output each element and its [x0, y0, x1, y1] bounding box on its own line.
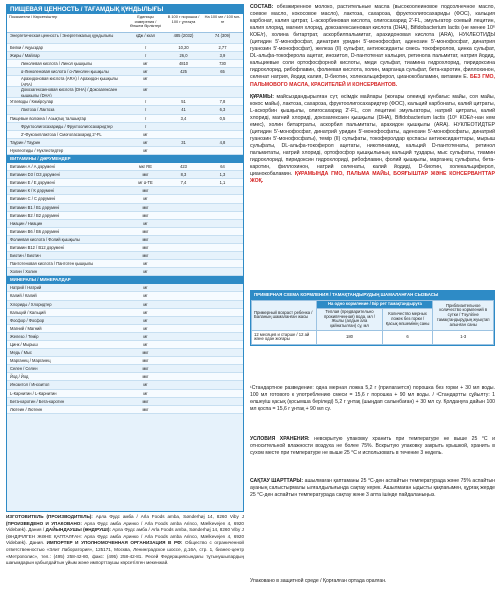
nutrient-per-100g	[165, 390, 202, 397]
nutrient-per-100ml: 74 (309)	[214, 33, 231, 38]
nutrient-per-100g	[165, 268, 202, 275]
nutrient-per-100g	[165, 87, 202, 97]
nutrient-per-100ml: 4,8	[219, 139, 226, 145]
nutrition-row	[7, 317, 243, 325]
nutrient-unit: мг	[143, 293, 148, 299]
nutrient-name: Линолевая кислота / Линол қышқылы	[21, 61, 93, 67]
nutrient-per-100g: 31	[181, 139, 186, 145]
nutrition-row	[7, 373, 243, 381]
nutrition-body	[7, 33, 243, 414]
nutrition-table	[6, 4, 244, 512]
nutrient-unit: мкг RE	[139, 164, 152, 170]
nutrient-per-100g: 485 (2032)	[173, 33, 194, 38]
nutrient-name: Углеводы / Көмірсулар	[10, 99, 54, 105]
nutrient-per-100g: 41	[181, 107, 186, 113]
nutrient-per-100g	[165, 212, 202, 219]
nutrient-name: Нуклеотиды / Нуклеотидтер	[10, 147, 64, 153]
nutrient-unit: мг	[143, 317, 148, 323]
nutrition-row	[7, 252, 243, 260]
nutrition-row	[7, 284, 243, 292]
nutrient-per-100g: 7,4	[180, 180, 187, 186]
nutrition-row	[7, 309, 243, 317]
nutrition-row	[7, 52, 243, 60]
nutrient-per-100ml	[202, 373, 243, 380]
nutrient-unit: кДж / ккал	[135, 33, 156, 38]
nutrient-name: Энергетическая ценность / Энергетикалық құндылығы	[10, 33, 114, 38]
nutrient-unit: мг	[143, 261, 148, 267]
nutrient-unit: г	[144, 107, 147, 113]
nutrient-name: Пищевые волокна / Азықтық талшықтар	[10, 115, 87, 121]
nutrient-per-100ml	[202, 236, 243, 243]
nutrient-name: Ниацин / Ниацин	[10, 220, 43, 226]
nutrient-per-100ml	[202, 357, 243, 364]
nutrition-section-header: МИНЕРАЛЫ / МИНЕРАЛДАР	[7, 276, 243, 284]
nutrition-row	[7, 68, 243, 76]
nutrient-unit: мкг	[142, 374, 149, 380]
nutrient-per-100g	[165, 349, 202, 356]
nutrient-unit: мг	[143, 76, 148, 82]
storage-ru-text: невскрытую упаковку хранить при температуре не выше 25 °С и относительной влажности воздуха не более 75%. Вскрытую упаковку закрыть крышкой, хранить в сухом месте при температуре не выше 25 °С и использовать в течение 3 недель.	[250, 436, 495, 456]
nutrient-name: Витамин В6 / В6 дәрумені	[10, 228, 60, 234]
nutrient-per-100g	[165, 292, 202, 299]
nutrient-name: α-Линоленовая кислота / α-Линолен қышқылы	[21, 69, 109, 75]
importer-text: Общество с ограниченной ответственностью «Элит Лаборатория», 125171, Москва, Ленинградское шоссе, д.16А, стр. 1, бизнес-центр «Метрополис», тел.: (495) 258-42-80, факс: (495) 258-42-81. Ресей Федерациясындағы тұтынушылардың шағымдарын қабылдайтын ұйым және импорттаушы көрсетілген мекенжай.	[6, 540, 244, 566]
nutrition-row	[7, 349, 243, 357]
nutrient-name: Натрий / Натрий	[10, 285, 42, 291]
nutrient-per-100g	[165, 301, 202, 308]
nutrient-name: Витамин В1 / В1 дәрумені	[10, 204, 60, 210]
nutrient-per-100ml: 1,3	[219, 172, 226, 178]
nutrient-unit: мкг	[142, 350, 149, 356]
composition-kz-text: майсыздандырылған сүт, өсімдік майлары (жоғары олеинді күнбағыс майы, соя майы, кокос майы), лактоза, сахароза, фруктоолигосахаридтер (ФОС), кальций карбонаты, калий цитраты, L-аскорбин қышқылы, олигосахарид 2'-FL, соя лецитині эмульгаторы, натрий цитраты, калий хлориді, магний хлориді, докозагексаен қышқылы (DHA), Bifidobacterium lactis (10⁶ КОЕ/г-нан кем емес), холин битартраты, аскорбил пальмитаты, арахидон қышқылы (ARA). НУКЛЕОТИДТЕР (цитидин 5'-монофосфат, динатрий уридин 5'-монофосфаты, аденозин 5'-монофосфаты, динатрий гуанозин 5'-монофосфаты), темір (II) сульфаты, токоферолдар қоспасы антиоксиданттары, мырыш сульфаты, DL-альфа-токоферол ацетаты, никотинамид, кальций D-пантотенаты, ретинол пальмитаты, натрий хлориді, ортофосфор қышқылының кальций тұздары, мыс сульфаты, тиамин гидрохлориді, пиридоксин гидрохлориді, рибофлавин, фолий қышқылы, марганец сульфаты, бета-каротин, филлохинон, натрий селенаты, калий йодиді, D-биотин, холекальциферол, цианокобаламин.	[250, 93, 495, 178]
column-unit: Единицы измерения / Өлшем бірліктері	[129, 14, 162, 29]
nutrient-per-100g	[165, 260, 202, 267]
manufacturer-text: Арла Фудс амба / Arla Foods amba, Sønderhøj 14, 8260 Viby J	[92, 514, 244, 519]
nutrition-row	[7, 381, 243, 389]
nutrient-per-100ml: 65	[220, 69, 225, 75]
manufacturer-info	[6, 514, 244, 567]
composition-ru-label: СОСТАВ:	[250, 4, 274, 10]
nutrient-name: Витамин С / С дәрумені	[10, 196, 56, 202]
nutrient-per-100ml: 3,9	[219, 53, 226, 59]
nutrient-per-100g	[165, 220, 202, 227]
nutrition-row	[7, 187, 243, 195]
nutrient-per-100ml	[202, 390, 243, 397]
nutrient-name: Фруктоолигосахариды / Фруктоолигосахаридтер	[21, 123, 113, 129]
nutrient-name: Лактоза / Лактоза	[21, 107, 55, 113]
nutrient-unit: г	[144, 115, 147, 121]
nutrient-unit: мг	[143, 325, 148, 331]
feeding-table	[250, 290, 495, 346]
nutrient-unit: мкг	[142, 398, 149, 404]
nutrient-per-100g	[165, 187, 202, 194]
nutrient-per-100g: 425	[180, 69, 187, 75]
feeding-spoons: 6	[382, 330, 433, 344]
importer-label: ИМПОРТЕР И УПОЛНОМОЧЕННАЯ ОРГАНИЗАЦИЯ В РФ:	[46, 540, 183, 546]
nutrient-name: Жиры / Майлар	[10, 53, 40, 59]
nutrient-per-100ml	[202, 220, 243, 227]
nutrient-unit: мкг	[142, 204, 149, 210]
nutrient-per-100ml	[202, 195, 243, 202]
nutrient-per-100g	[165, 406, 202, 413]
nutrient-per-100g	[165, 147, 202, 154]
nutrition-row	[7, 60, 243, 68]
nutrition-row	[7, 406, 243, 414]
nutrient-unit: мкг	[142, 253, 149, 259]
nutrition-row	[7, 398, 243, 406]
nutrition-row	[7, 139, 243, 147]
nutrient-unit: мг	[143, 139, 148, 145]
nutrition-row	[7, 292, 243, 300]
nutrient-per-100ml: 730	[219, 61, 226, 67]
nutrient-per-100g	[165, 131, 202, 138]
produced-text: Арла Фудс амба Аринко / Arla Foods amba Arinco, Mælkevejen 4, 6920 Videbæk). Дания /	[6, 520, 244, 533]
feeding-grid	[251, 300, 494, 345]
nutrient-name: Йод / Йод	[10, 374, 29, 380]
nutrient-per-100g	[165, 317, 202, 324]
nutrient-unit: мкг	[142, 172, 149, 178]
nutrient-per-100ml: 1,1	[219, 180, 226, 186]
nutrient-unit: мг α-ТЕ	[138, 180, 153, 186]
nutrition-row	[7, 87, 243, 98]
nutrition-row	[7, 244, 243, 252]
nutrient-per-100ml	[202, 341, 243, 348]
nutrient-unit: мкг	[142, 228, 149, 234]
nutrient-unit: мг	[143, 196, 148, 202]
nutrient-per-100ml	[202, 123, 243, 130]
column-name: Показатели / Көрсеткіштер	[9, 14, 58, 19]
nutrient-unit: мг	[143, 61, 148, 67]
composition-kz-label: ҚҰРАМЫ:	[250, 93, 274, 100]
nutrient-per-100g: 3,4	[180, 115, 187, 121]
storage-ru-label: УСЛОВИЯ ХРАНЕНИЯ:	[250, 436, 310, 442]
nutrient-name: Витамин А / А дәрумені	[10, 164, 55, 170]
nutrient-unit: мг	[143, 382, 148, 388]
nutrient-unit: мкг	[142, 212, 149, 218]
nutrition-row	[7, 131, 243, 139]
feeding-times: 1-3	[433, 330, 494, 344]
nutrient-per-100ml	[202, 292, 243, 299]
nutrition-row	[7, 236, 243, 244]
nutrient-name: Арахидоновая кислота (ARA) / Арахидон қышқылы (ARA)	[21, 76, 118, 87]
nutrient-unit: мг	[143, 269, 148, 275]
nutrient-name: Железо / Темір	[10, 333, 39, 339]
nutrient-name: Калий / Калий	[10, 293, 37, 299]
nutrient-unit: мг	[143, 220, 148, 226]
nutrition-title: ПИЩЕВАЯ ЦЕННОСТЬ / ТАҒАМДЫҚ ҚҰНДЫЛЫҒЫ	[7, 5, 243, 14]
nutrient-unit: г	[144, 45, 147, 50]
nutrient-per-100ml	[202, 212, 243, 219]
nutrient-unit: мкг	[142, 358, 149, 364]
nutrient-per-100ml	[202, 244, 243, 251]
nutrient-name: Витамин D3 / D3 дәрумені	[10, 172, 60, 178]
nutrient-per-100g	[165, 325, 202, 332]
storage-ru	[250, 436, 495, 457]
nutrient-unit: мг	[143, 301, 148, 307]
nutrient-per-100ml	[202, 252, 243, 259]
nutrient-per-100ml	[202, 76, 243, 86]
nutrient-name: Таурин / Таурин	[10, 139, 41, 145]
nutrient-unit: мг	[143, 342, 148, 347]
nutrient-name: Лютеин / Лютеин	[10, 406, 43, 412]
nutrient-name: Витамин К / К дәрумені	[10, 188, 55, 194]
nutrition-row	[7, 204, 243, 212]
nutrition-row	[7, 179, 243, 187]
nutrition-row	[7, 212, 243, 220]
nutrient-unit: мг	[143, 333, 148, 339]
nutrient-name: Инозитол / Инозитол	[10, 382, 50, 388]
nutrient-per-100ml: 6,3	[219, 107, 226, 113]
nutrient-per-100g: 423	[180, 164, 187, 170]
nutrition-row	[7, 123, 243, 131]
nutrient-name: Магний / Магний	[10, 325, 42, 331]
nutrient-per-100g: 26,0	[179, 53, 188, 59]
composition-ru-warning: БЕЗ ГМО, ПАЛЬМОВОГО МАСЛА, КРАСИТЕЛЕЙ И КОНСЕРВАНТОВ.	[250, 74, 495, 88]
nutrient-per-100g	[165, 195, 202, 202]
nutrient-unit: г	[144, 123, 147, 129]
nutrient-unit: мг	[143, 285, 148, 291]
nutrient-per-100g: 8,3	[180, 172, 187, 178]
nutrition-row	[7, 390, 243, 398]
nutrient-name: Витамин В2 / В2 дәрумені	[10, 212, 60, 218]
nutrient-unit: мг	[143, 390, 148, 396]
nutrient-per-100ml	[202, 87, 243, 97]
nutrition-row	[7, 301, 243, 309]
manufacturer-kz-label: ДАЙЫНДАУШЫ (ӨНДІРУШІ):	[45, 527, 111, 533]
feeding-col-water: Теплая (предварительно прокипяченная) вода, мл / Жылы (алдын ала қайнатылған) су, мл	[317, 308, 382, 330]
nutrient-per-100ml	[202, 349, 243, 356]
nutrient-per-100g	[165, 373, 202, 380]
feeding-col-spoons: Количество мерных ложек без горки / Қасық өлшемінің саны	[382, 308, 433, 330]
nutrition-row	[7, 147, 243, 155]
nutrient-per-100g	[165, 381, 202, 388]
nutrition-row	[7, 268, 243, 276]
nutrient-unit: мкг	[142, 406, 149, 412]
nutrient-per-100ml: 64	[220, 164, 225, 170]
nutrient-per-100g: 10,20	[178, 45, 189, 50]
nutrient-name: Пантотеновая кислота / Пантотен қышқылы	[10, 261, 94, 267]
nutrient-per-100ml	[202, 131, 243, 138]
storage-kz	[250, 478, 495, 499]
nutrient-per-100g	[165, 357, 202, 364]
nutrient-name: Бета-каротин / Бета-каротин	[10, 398, 65, 404]
nutrition-row	[7, 357, 243, 365]
nutrient-per-100ml	[202, 268, 243, 275]
nutrition-row	[7, 341, 243, 349]
nutrient-name: Марганец / Марганец	[10, 358, 51, 364]
nutrient-per-100ml	[202, 204, 243, 211]
nutrient-per-100g	[165, 284, 202, 291]
feeding-per-feed: На одно кормление / Бір рет тамақтандыруға	[317, 301, 433, 309]
nutrition-section-header: ВИТАМИНЫ / ДӘРУМЕНДЕР	[7, 155, 243, 163]
nutrient-per-100g	[165, 341, 202, 348]
nutrient-per-100ml	[202, 301, 243, 308]
packed-note: Упаковано в защитной среде / Қорғалған ортада оралған.	[250, 578, 387, 584]
nutrition-row	[7, 98, 243, 106]
nutrient-name: L-Карнитин / L-Карнитин	[10, 390, 57, 396]
nutrient-unit: мкг	[142, 236, 149, 242]
nutrient-name: Витамин В12 / В12 дәрумені	[10, 244, 64, 250]
nutrient-name: Холин / Холин	[10, 269, 38, 275]
nutrient-name: Биотин / Биотин	[10, 253, 41, 259]
nutrition-row	[7, 44, 243, 52]
nutrition-row	[7, 228, 243, 236]
nutrient-per-100g	[165, 123, 202, 130]
nutrient-name: Селен / Селен	[10, 366, 38, 372]
nutrient-unit: мкг	[142, 244, 149, 250]
nutrient-per-100ml	[202, 309, 243, 316]
nutrient-per-100ml	[202, 365, 243, 372]
nutrient-per-100ml	[202, 398, 243, 405]
storage-kz-text: ашылмаған қаптаманы 25 °С-ден аспайтын температурада және 75% аспайтын ауаның салыстырмалы ылғалдылығында сақтау керек. Ашылмаған ыдысты қақпағымен, құрғақ жерде 25 °С-ден аспайтын температурада сақтау және 3 апта ішінде пайдаланыңыз.	[250, 478, 495, 498]
nutrient-per-100ml	[202, 187, 243, 194]
nutrient-unit: мг	[143, 309, 148, 315]
nutrient-name: Докозагексаеновая кислота (DHA) / Докозагексаен қышқылы (DHA)	[21, 87, 118, 98]
nutrient-per-100g	[165, 76, 202, 86]
nutrient-unit: мг	[143, 87, 148, 93]
nutrition-column-headers	[7, 14, 243, 33]
nutrition-row	[7, 76, 243, 87]
nutrient-per-100ml	[202, 317, 243, 324]
feeding-water: 180	[317, 330, 382, 344]
standard-dilution-note: ¹Стандартное разведение: одна мерная ложка 5,2 г (прилагается) порошка без горки + 30 мл воды. 100 мл готового к употреблению смеси = 15,6 г порошка + 90 мл воды. / ¹Стандартты сұйылту: 1 өлшеуіш қасық (қосымша беріледі) 5,2 г ұнтақ (шыңдап салынбаған) + 30 мл су. Қолдануға дайын 100 мл қоспа = 15,6 г ұнтақ + 90 мл су.	[250, 385, 495, 412]
composition-kz	[250, 94, 495, 186]
nutrient-name: Цинк / Мырыш	[10, 342, 38, 347]
nutrition-row	[7, 106, 243, 114]
nutrient-per-100g	[165, 252, 202, 259]
nutrition-row	[7, 171, 243, 179]
nutrition-row	[7, 220, 243, 228]
nutrient-unit: мг	[143, 69, 148, 75]
manufacturer-label: ИЗГОТОВИТЕЛЬ (ПРОИЗВОДИТЕЛЬ):	[6, 514, 93, 519]
column-per-100g: В 100 г порошка / 100 г ұнтақта	[167, 14, 200, 24]
nutrition-row	[7, 325, 243, 333]
nutrient-unit: г	[144, 53, 147, 59]
nutrient-unit: мкг	[142, 366, 149, 372]
composition-block	[250, 4, 495, 185]
storage-kz-label: САҚТАУ ШАРТТАРЫ:	[250, 478, 304, 484]
produced-label: (ПРОИЗВЕДЕНО И УПАКОВАНО:	[6, 520, 82, 526]
nutrition-row	[7, 163, 243, 171]
nutrient-per-100g	[165, 309, 202, 316]
nutrient-per-100ml	[202, 406, 243, 413]
nutrient-unit: г	[144, 99, 147, 105]
nutrition-row	[7, 115, 243, 123]
nutrient-per-100g: 4810	[178, 61, 189, 67]
nutrition-row	[7, 33, 243, 44]
nutrient-per-100ml: 7,8	[219, 99, 226, 105]
nutrient-per-100ml: 2,77	[218, 45, 227, 50]
composition-kz-warning: ҚҰРАМЫНДА ГМО, ПАЛЬМА МАЙЫ, БОЯҒЫШТАР ЖӘНЕ КОНСЕРВАНТТАР ЖОҚ.	[250, 171, 496, 185]
nutrient-per-100g	[165, 236, 202, 243]
nutrient-per-100ml	[202, 284, 243, 291]
composition-ru-text: обезжиренное молоко, растительные масла (высокоолеиновое подсолнечное масло, соевое масло, кокосовое масло), лактоза, сахароза, фруктоолигосахариды (ФОС), кальция карбонат, калия цитрат, L-аскорбиновая кислота, олигосахарид 2'-FL, эмульгатор соевый лецитин, калия хлорид, магния хлорид, докозагексаеновая кислота (DHA), Bifidobacterium lactis (не менее 10⁶ КОЕ/г), холина битартрат, аскорбилпальмитат, арахидоновая кислота (ARA), НУКЛЕОТИДЫ (цитидин 5'-монофосфат, динатрия уридин 5'-монофосфат, аденозин 5'-монофосфат, динатрия гуанозин 5'-монофосфат), железа (II) сульфат, антиоксиданты смесь токоферолов, цинка сульфат, DL-альфа-токоферола ацетат, инозитол, D-пантотенат кальция, ретинола пальмитат, натрия йодид, кальциевые соли ортофосфорной кислоты, меди сульфат, тиамина гидрохлорид, пиридоксина гидрохлорид, рибофлавин, фолиевая кислота, холин, марганца сульфат, бета-каротин, филлохинон, селенат натрия, йодид калия, D-биотин, холекальциферол, цианокобаламин, витамин Е.	[250, 4, 495, 81]
nutrient-per-100g	[165, 204, 202, 211]
nutrient-per-100g	[165, 365, 202, 372]
nutrient-name: Кальций / Кальций	[10, 309, 46, 315]
nutrient-name: Белки / Ақуыздар	[10, 45, 43, 50]
nutrient-per-100ml	[202, 260, 243, 267]
nutrient-name: Фосфор / Фосфор	[10, 317, 45, 323]
nutrient-name: Витамин Е / Е дәрумені	[10, 180, 55, 186]
manufacturer-kz-text: Арла Фудс амба / Arla Foods amba, Sønderhøj 14, 8260 Viby J (ӨНДІРІЛГЕН ЖӘНЕ ҚАПТАЛҒАН: Арла Фудс амба Аринко / Arla Foods amba Arinco, Mælkevejen 4, 6920 Videbæk). Дания.	[6, 527, 244, 546]
column-per-100ml: На 100 мл / 100 мл-ге	[204, 14, 241, 24]
nutrient-per-100ml: 0,5	[219, 115, 226, 121]
nutrient-per-100ml	[202, 147, 243, 154]
feeding-title: ПРИМЕРНАЯ СХЕМА КОРМЛЕНИЯ / ТАМАҚТАНДЫРУДЫҢ ШАМАЛАНҒАН СЫЗБАСЫ	[251, 291, 494, 300]
nutrient-per-100g	[165, 244, 202, 251]
nutrition-row	[7, 333, 243, 341]
nutrient-name: Медь / Мыс	[10, 350, 32, 356]
feeding-col-age: Примерный возраст ребенка / Баланың шамаланған жасы	[252, 301, 317, 331]
nutrient-unit: мг	[143, 147, 148, 153]
nutrient-per-100g	[165, 333, 202, 340]
nutrient-per-100g	[165, 398, 202, 405]
feeding-col-times: Приблизительное количество кормлений в сутки / Тәулігіне тамақтандырудың жуықтап алынған саны	[433, 301, 494, 331]
nutrient-name: Фолиевая кислота / Фолий қышқылы	[10, 236, 80, 242]
nutrient-name: Хлориды / Хлоридтер	[10, 301, 52, 307]
nutrient-name: 2'-Фукозиллактоза / Смоғоласахарид 2'-FL	[21, 131, 102, 137]
composition-ru	[250, 4, 495, 89]
nutrient-unit: мкг	[142, 188, 149, 194]
nutrient-per-100ml	[202, 228, 243, 235]
nutrient-unit: мг	[143, 131, 148, 137]
nutrition-row	[7, 260, 243, 268]
feeding-age: 12 месяцев и старше / 12 ай және одан жоғары	[252, 330, 317, 344]
nutrient-per-100g: 51	[181, 99, 186, 105]
nutrient-per-100g	[165, 228, 202, 235]
nutrient-per-100ml	[202, 325, 243, 332]
nutrition-row	[7, 195, 243, 203]
nutrient-per-100ml	[202, 333, 243, 340]
nutrition-row	[7, 365, 243, 373]
nutrient-per-100ml	[202, 381, 243, 388]
